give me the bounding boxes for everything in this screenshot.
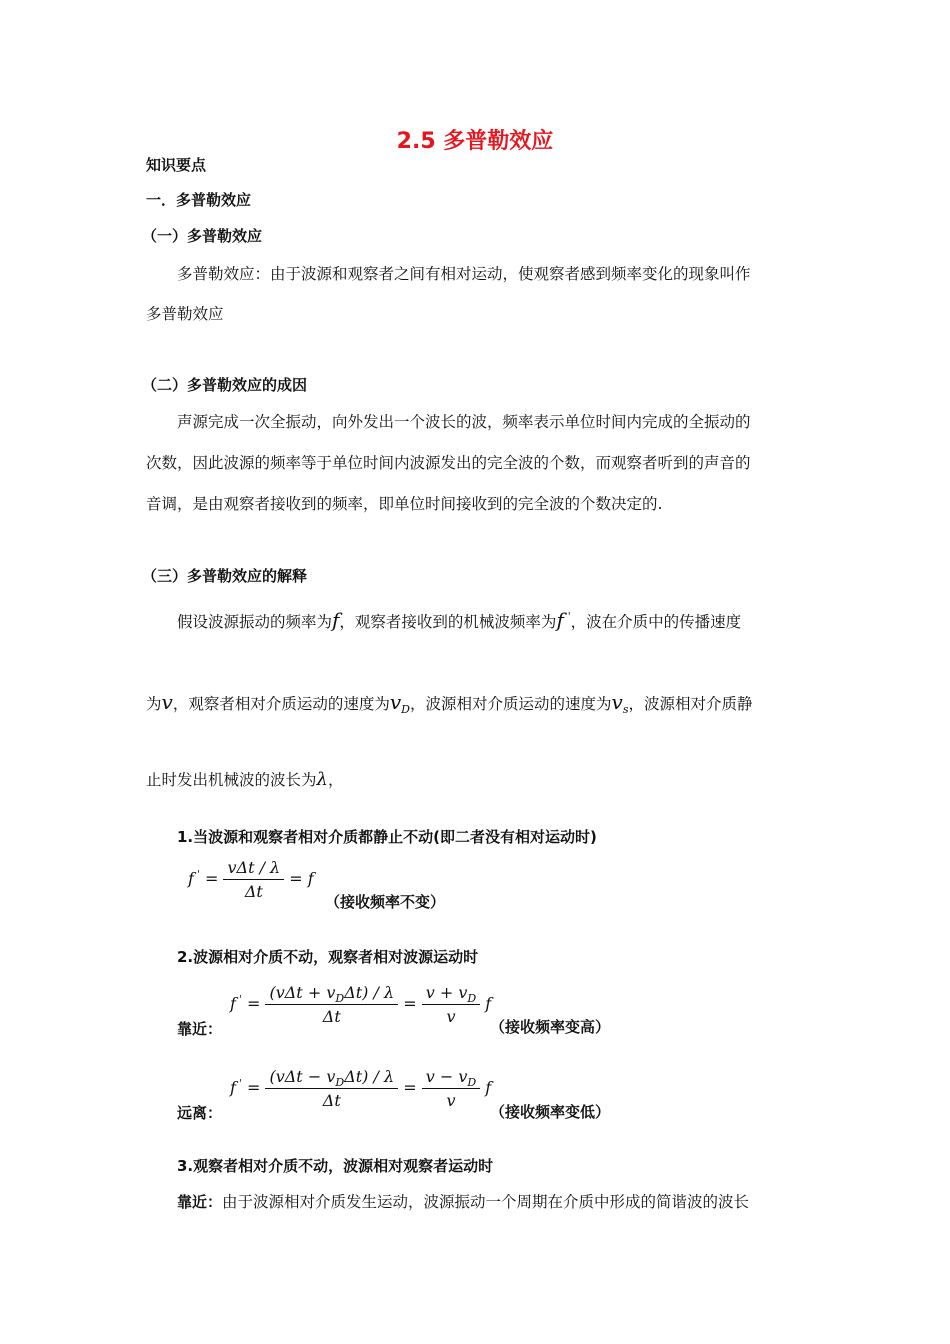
page-title: 2.5 多普勒效应 (396, 129, 554, 154)
approach-label: 靠近： (177, 1020, 223, 1038)
symbol-f-prime: f ' (556, 608, 571, 632)
paragraph-3-text-d: 为 (146, 695, 162, 713)
case-3-heading: 3.观察者相对介质不动，波源相对观察者运动时 (177, 1157, 494, 1175)
paragraph-3-text-e: ，观察者相对介质运动的速度为 (172, 695, 390, 713)
paragraph-3-text-h: 止时发出机械波的波长为 (146, 771, 317, 789)
paragraph-3-text-b: ，观察者接收到的机械波频率为 (339, 613, 557, 631)
formula-recede-fraction-1: $\frac{(v\Delta t - v_D\Delta t) / \lambda}{\Delta t}$ (265, 1067, 398, 1110)
paragraph-3-text-a: 假设波源振动的频率为 (177, 613, 333, 631)
symbol-v: v (161, 690, 173, 714)
subsection-2-heading: （二）多普勒效应的成因 (142, 376, 308, 394)
formula-approach: f ' = $\frac{(v\Delta t + v_D\Delta t) / \lambda}{\Delta t}$ = $\frac{v + v_D}{v}$ f (230, 983, 492, 1026)
paragraph-3-text-c: ，波在介质中的传播速度 (570, 613, 742, 631)
symbol-f: f (332, 608, 340, 632)
formula-recede: f ' = $\frac{(v\Delta t - v_D\Delta t) / \lambda}{\Delta t}$ = $\frac{v - v_D}{v}$ f (230, 1067, 492, 1110)
symbol-v-d: $v_D$ (389, 690, 410, 716)
paragraph-1-line-2: 多普勒效应 (146, 305, 224, 323)
paragraph-2-line-3: 音调，是由观察者接收到的频率，即单位时间接收到的完全波的个数决定的. (146, 495, 663, 513)
symbol-lambda: λ (316, 769, 328, 790)
subsection-3-heading: （三）多普勒效应的解释 (142, 567, 308, 585)
subsection-1-heading: （一）多普勒效应 (142, 227, 263, 245)
formula-recede-fraction-2: $\frac{v - v_D}{v}$ (422, 1067, 480, 1110)
paragraph-1-line-1: 多普勒效应：由于波源和观察者之间有相对运动，使观察者感到频率变化的现象叫作 (177, 265, 751, 283)
case-1-heading: 1.当波源和观察者相对介质都静止不动(即二者没有相对运动时) (177, 828, 597, 846)
case-3-text: 由于波源相对介质发生运动，波源振动一个周期在介质中形成的简谐波的波长 (222, 1193, 750, 1211)
paragraph-3-line-1 (177, 608, 741, 632)
paragraph-3-line-3 (146, 768, 343, 790)
paragraph-2-line-1: 声源完成一次全振动，向外发出一个波长的波，频率表示单位时间内完成的全振动的 (177, 413, 751, 431)
approach-note: （接收频率变高） (490, 1018, 611, 1036)
recede-label: 远离： (177, 1104, 223, 1122)
formula-approach-fraction-1: $\frac{(v\Delta t + v_D\Delta t) / \lambda}{\Delta t}$ (265, 983, 398, 1026)
symbol-v-s: $v_s$ (611, 690, 629, 716)
section-knowledge-heading: 知识要点 (146, 156, 207, 174)
paragraph-3-text-f: ，波源相对介质运动的速度为 (409, 695, 612, 713)
case-1-note: （接收频率不变） (325, 893, 446, 911)
paragraph-3-text-i: ， (327, 771, 344, 789)
paragraph-3-text-g: ，波源相对介质静 (628, 695, 753, 713)
case-3-line (177, 1190, 749, 1212)
section-1-heading: 一．多普勒效应 (146, 191, 252, 209)
case-3-label: 靠近： (177, 1193, 223, 1211)
paragraph-2-line-2: 次数，因此波源的频率等于单位时间内波源发出的完全波的个数，而观察者听到的声音的 (146, 454, 751, 472)
recede-note: （接收频率变低） (490, 1103, 611, 1121)
formula-1: f ' = $\frac{\text{vΔt / λ}}{\Delta t}$ = f (188, 858, 314, 901)
case-2-heading: 2.波源相对介质不动，观察者相对波源运动时 (177, 948, 479, 966)
paragraph-3-line-2 (146, 690, 752, 714)
formula-1-fraction: $\frac{\text{vΔt / λ}}{\Delta t}$ (223, 858, 284, 901)
formula-approach-fraction-2: $\frac{v + v_D}{v}$ (422, 983, 480, 1026)
